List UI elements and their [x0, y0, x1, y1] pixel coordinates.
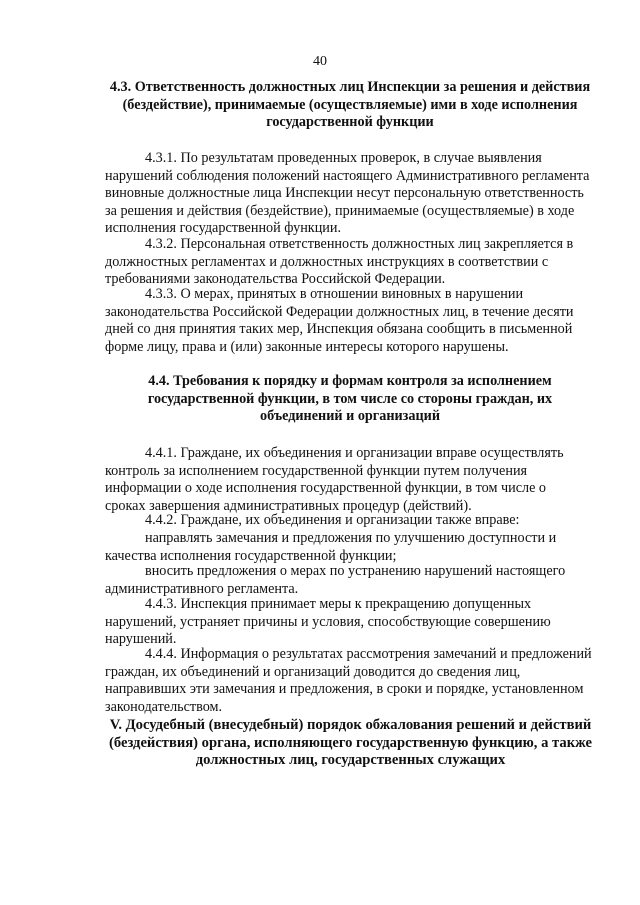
section-4-3-heading: 4.3. Ответственность должностных лиц Инспекции за решения и действия (бездействие), принимаемые (осуществляемые) ими в ходе исполнения государственной функции [109, 79, 591, 130]
paragraph-4-4-2-item-b: вносить предложения о мерах по устранению нарушений настоящего административного регламента. [105, 563, 566, 597]
paragraph-4-4-2-item-a: направлять замечания и предложения по улучшению доступности и качества исполнения государственной функции; [105, 530, 557, 564]
section-4-4-heading: 4.4. Требования к порядку и формам контроля за исполнением государственной функции, в том числе со стороны граждан, их объединений и организаций [147, 373, 553, 424]
paragraph-4-4-3: 4.4.3. Инспекция принимает меры к прекращению допущенных нарушений, устраняет причины и условия, способствующие совершению нарушений. [105, 596, 551, 647]
paragraph-4-3-2: 4.3.2. Персональная ответственность должностных лиц закрепляется в должностных регламентах и должностных инструкциях в соответствии с требованиями законодательства Российской Федерации. [105, 236, 574, 287]
paragraph-4-3-3: 4.3.3. О мерах, принятых в отношении виновных в нарушении законодательства Российской Федерации должностных лиц, в течение десяти дней со дня принятия таких мер, Инспекция обязана сообщить в письменной форме лицу, права и (или) законные интересы которого нарушены. [105, 286, 574, 355]
paragraph-4-4-1: 4.4.1. Граждане, их объединения и организации вправе осуществлять контроль за исполнением государственной функции путем получения информации о ходе исполнения государственной функции, в том числе о сроках завершения административных процедур (действий). [105, 445, 564, 514]
section-5-heading: V. Досудебный (внесудебный) порядок обжалования решений и действий (бездействия) органа, исполняющего государственную функцию, а также должностных лиц, государственных служащих [109, 717, 592, 768]
paragraph-4-3-1: 4.3.1. По результатам проведенных проверок, в случае выявления нарушений соблюдения положений настоящего Административного регламента виновные должностные лица Инспекции несут персональную ответственность за решения и действия (бездействие), принимаемые (осуществляемые) в ходе исполнения государственной функции. [105, 150, 590, 236]
paragraph-4-4-4: 4.4.4. Информация о результатах рассмотрения замечаний и предложений граждан, их объединений и организаций доводится до сведения лиц, направивших эти замечания и предложения, в сроки и порядке, установленном законодательством. [105, 646, 592, 715]
page-number: 40 [313, 54, 327, 69]
paragraph-4-4-2: 4.4.2. Граждане, их объединения и организации также вправе: [145, 512, 520, 528]
